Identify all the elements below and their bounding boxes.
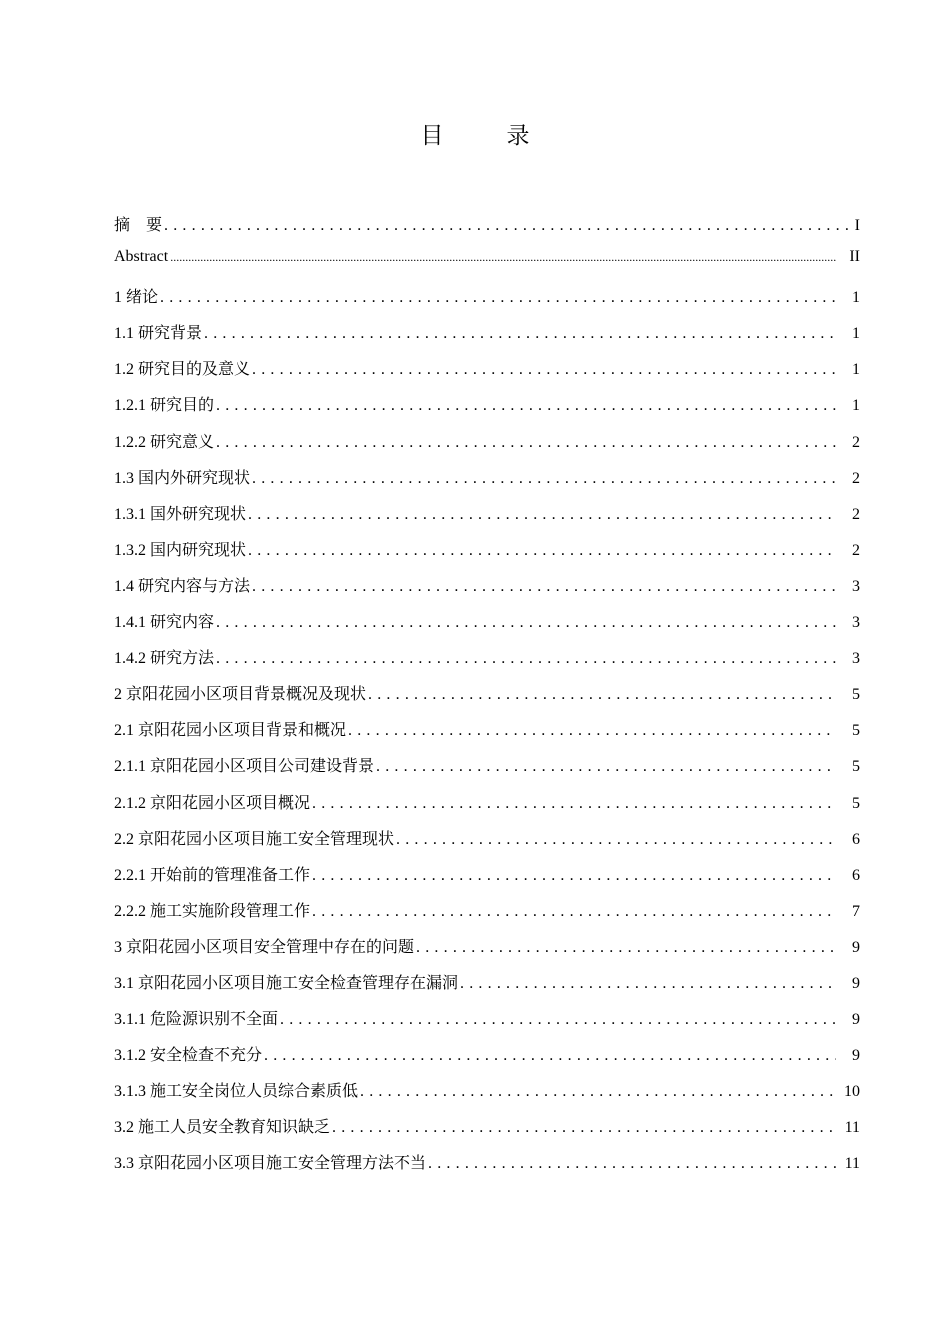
toc-entry-page-number: 5 [852, 794, 860, 812]
dot-leader [216, 650, 836, 668]
page-title: 目 录 [420, 123, 550, 148]
toc-entry[interactable] [114, 537, 860, 573]
toc-entry[interactable] [114, 356, 860, 392]
toc-entry[interactable] [114, 501, 860, 537]
toc-entry-label: 3.1.2 安全检查不充分 [114, 1047, 263, 1065]
dot-leader [264, 1047, 836, 1065]
toc-entry[interactable] [114, 1006, 860, 1042]
toc-entry[interactable] [114, 284, 860, 320]
toc-entry-page-number: 2 [852, 433, 860, 451]
dot-leader [416, 939, 836, 957]
dot-leader [164, 217, 853, 235]
toc-entry-page-number: 11 [844, 1119, 860, 1137]
toc-entry[interactable] [114, 1042, 860, 1078]
dot-leader [160, 289, 836, 307]
toc-entry-label: 2.1.2 京阳花园小区项目概况 [114, 794, 311, 812]
dot-leader [368, 686, 836, 704]
toc-entry-page-number: 5 [852, 722, 860, 740]
toc-entry[interactable] [114, 970, 860, 1006]
toc-entry-label: 3.1.1 危险源识别不全面 [114, 1011, 279, 1029]
toc-entry[interactable] [114, 429, 860, 465]
toc-entry-label: 2.2 京阳花园小区项目施工安全管理现状 [114, 830, 395, 848]
toc-entry-page-number: 9 [852, 1047, 860, 1065]
toc-entry-page-number: 1 [852, 361, 860, 379]
dot-leader [252, 578, 836, 596]
toc-entry[interactable] [114, 1114, 860, 1150]
toc-entry-label: 2 京阳花园小区项目背景概况及现状 [114, 686, 367, 704]
toc-entry-label: 1.2.1 研究目的 [114, 397, 215, 415]
dot-leader [312, 795, 836, 813]
toc-entry-label: 1.3.2 国内研究现状 [114, 541, 247, 559]
toc-entry-page-number: 3 [852, 577, 860, 595]
toc-entry-page-number: 1 [852, 397, 860, 415]
dot-leader [312, 903, 836, 921]
toc-entry[interactable] [114, 573, 860, 609]
toc-entry-label: 摘 要 [114, 217, 163, 234]
toc-entry-page-number: 1 [852, 289, 860, 307]
toc-entry-label: 1 绪论 [114, 289, 159, 307]
dot-leader [248, 506, 836, 524]
dot-leader [428, 1155, 836, 1173]
toc-entry-page-number: 3 [852, 650, 860, 668]
toc-entry[interactable] [114, 1078, 860, 1114]
toc-entry[interactable] [114, 320, 860, 356]
toc-entry-page-number: 5 [852, 758, 860, 776]
toc-entry-label: 1.2 研究目的及意义 [114, 361, 251, 379]
toc-entry-page-number: 6 [852, 830, 860, 848]
toc-entry[interactable] [114, 609, 860, 645]
dot-leader [248, 542, 836, 560]
toc-entry[interactable] [114, 248, 860, 284]
toc-entry-label: 1.4.2 研究方法 [114, 650, 215, 668]
toc-entry-label: 1.2.2 研究意义 [114, 433, 215, 451]
toc-entry[interactable] [114, 790, 860, 826]
toc-entry-page-number: I [854, 217, 860, 234]
dot-leader [376, 758, 836, 776]
toc-entry-label: Abstract [114, 248, 169, 266]
toc-entry[interactable] [114, 934, 860, 970]
dot-leader [348, 722, 836, 740]
toc-entry[interactable] [114, 212, 860, 248]
toc-entry-label: 1.1 研究背景 [114, 325, 203, 343]
toc-entry-page-number: 2 [852, 541, 860, 559]
dot-leader [396, 831, 836, 849]
toc-entry-label: 2.2.2 施工实施阶段管理工作 [114, 902, 311, 920]
toc-entry-page-number: 9 [852, 1011, 860, 1029]
toc-entry-label: 3.1.3 施工安全岗位人员综合素质低 [114, 1083, 359, 1101]
toc-entry-page-number: 2 [852, 469, 860, 487]
toc-entry-page-number: 5 [852, 686, 860, 704]
toc-entry-label: 1.4.1 研究内容 [114, 614, 215, 632]
dot-leader [216, 397, 836, 415]
toc-entry[interactable] [114, 465, 860, 501]
dot-leader [204, 325, 836, 343]
toc-entry[interactable] [114, 717, 860, 753]
toc-entry[interactable] [114, 645, 860, 681]
toc-entry-label: 1.3 国内外研究现状 [114, 469, 251, 487]
toc-entry[interactable] [114, 753, 860, 789]
table-of-contents [114, 212, 860, 1187]
toc-entry-page-number: 10 [844, 1083, 860, 1101]
dot-leader [360, 1083, 836, 1101]
toc-entry-label: 1.4 研究内容与方法 [114, 577, 251, 595]
toc-entry-label: 3 京阳花园小区项目安全管理中存在的问题 [114, 938, 415, 956]
dot-leader [332, 1119, 836, 1137]
toc-entry-label: 2.1.1 京阳花园小区项目公司建设背景 [114, 758, 375, 776]
toc-entry-page-number: 3 [852, 614, 860, 632]
toc-entry[interactable] [114, 898, 860, 934]
toc-entry-page-number: 2 [852, 505, 860, 523]
toc-entry-page-number: 11 [844, 1155, 860, 1173]
dot-leader [460, 975, 836, 993]
toc-entry-page-number: 7 [852, 902, 860, 920]
toc-entry-label: 1.3.1 国外研究现状 [114, 505, 247, 523]
toc-entry[interactable] [114, 392, 860, 428]
toc-entry-label: 3.1 京阳花园小区项目施工安全检查管理存在漏洞 [114, 974, 459, 992]
dot-leader [312, 867, 836, 885]
toc-entry[interactable] [114, 826, 860, 862]
toc-entry[interactable] [114, 1150, 860, 1186]
dot-leader [216, 434, 836, 452]
toc-entry-label: 2.2.1 开始前的管理准备工作 [114, 866, 311, 884]
dot-leader [252, 361, 836, 379]
toc-entry-page-number: 1 [852, 325, 860, 343]
dot-leader [280, 1011, 836, 1029]
dot-leader [252, 470, 836, 488]
toc-entry-label: 3.2 施工人员安全教育知识缺乏 [114, 1119, 331, 1137]
toc-entry-page-number: 6 [852, 866, 860, 884]
toc-entry-page-number: 9 [852, 938, 860, 956]
dot-leader [170, 248, 836, 266]
toc-entry[interactable] [114, 862, 860, 898]
toc-entry-label: 3.3 京阳花园小区项目施工安全管理方法不当 [114, 1155, 427, 1173]
toc-entry-page-number: II [849, 248, 860, 266]
toc-entry-label: 2.1 京阳花园小区项目背景和概况 [114, 722, 347, 740]
toc-entry[interactable] [114, 681, 860, 717]
dot-leader [216, 614, 836, 632]
toc-entry-page-number: 9 [852, 974, 860, 992]
